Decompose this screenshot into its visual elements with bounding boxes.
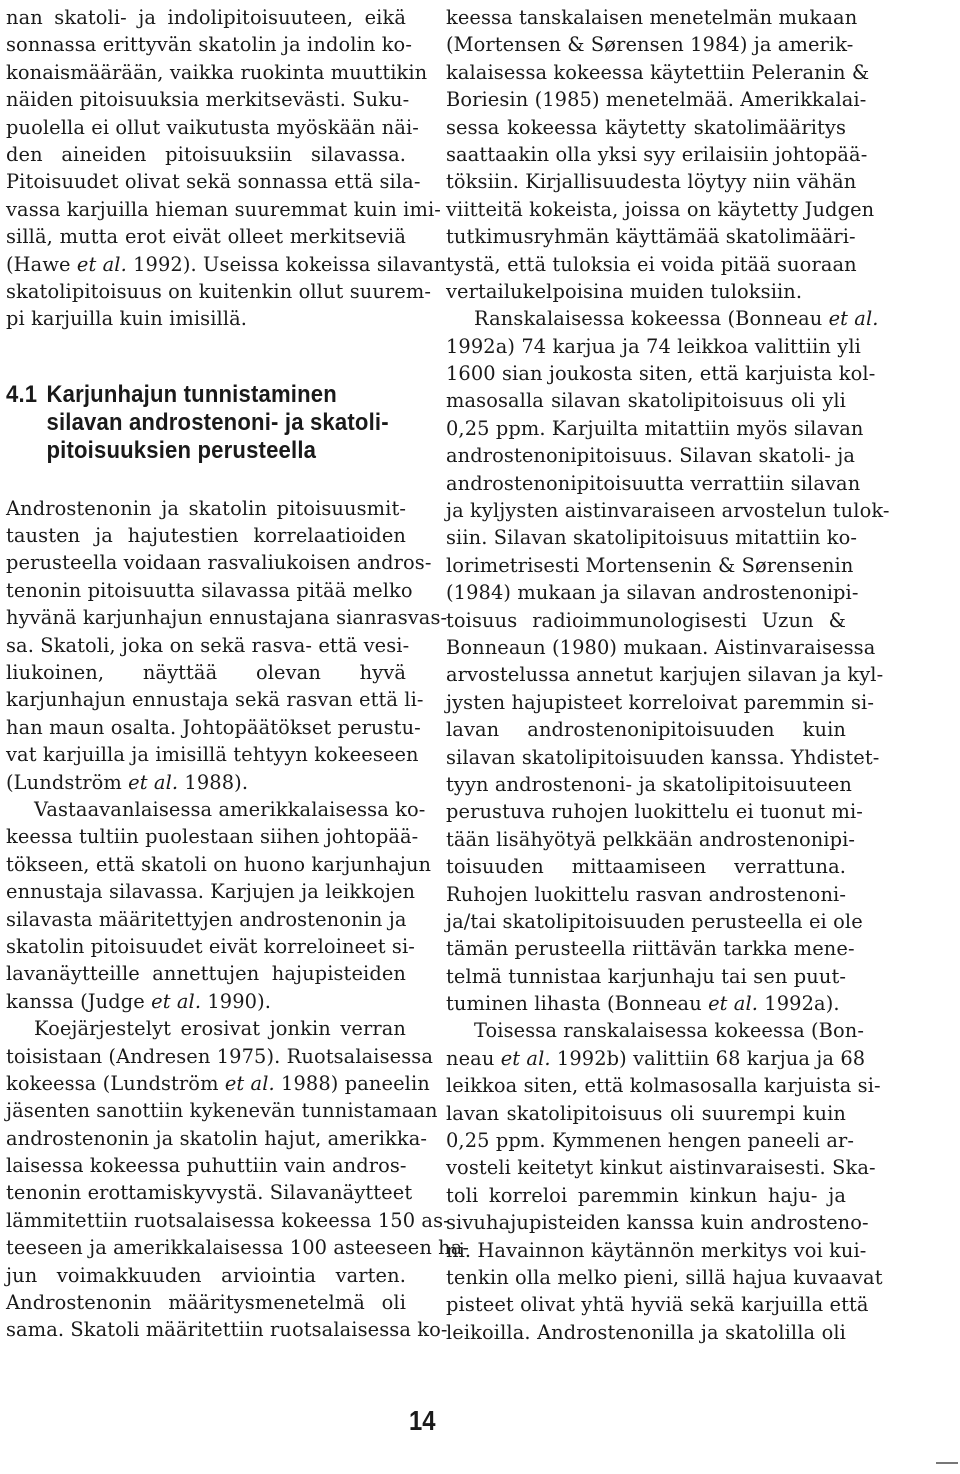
page-number: 14: [409, 1405, 436, 1436]
text-line: 1600 sian joukosta siten, että karjuista kol-: [446, 362, 876, 386]
text-line: (1984) mukaan ja silavan androstenonipi-: [446, 581, 859, 605]
text-line: toisistaan (Andresen 1975). Ruotsalaisessa: [6, 1044, 433, 1068]
heading-line: silavan androstenoni- ja skatoli-: [46, 408, 389, 436]
text-line: siin. Silavan skatolipitoisuus mitattiin ko-: [446, 526, 857, 550]
text-line: liukoinen, näyttää olevan hyvä: [6, 661, 406, 685]
text-line: kalaisessa kokeessa käytettiin Peleranin &: [446, 60, 870, 84]
text-line: vertailukelpoisina muiden tuloksiin.: [446, 279, 803, 303]
text-line: karjunhajun ennustaja sekä rasvan että li-: [6, 688, 424, 712]
text-line: silavan skatolipitoisuuden kanssa. Yhdistet-: [446, 745, 880, 769]
text-line: tenkin olla melko pieni, sillä hajua kuvaavat: [446, 1265, 883, 1289]
text-line: lavanäytteille annettujen hajupisteiden: [6, 962, 406, 986]
text-line: ennustaja silavassa. Karjujen ja leikkojen: [6, 880, 416, 904]
text-line: toisuus radioimmunologisesti Uzun &: [446, 608, 846, 632]
text-line: sa. Skatoli, joka on sekä rasva- että vesi-: [6, 633, 410, 657]
text-line: pi karjuilla kuin imisillä.: [6, 307, 248, 331]
text-line: jäsenten sanottiin kykenevän tunnistamaan: [6, 1099, 438, 1123]
text-line: lämmitettiin ruotsalaisessa kokeessa 150 as-: [6, 1208, 450, 1232]
text-line: sama. Skatoli määritettiin ruotsalaisessa ko-: [6, 1318, 448, 1342]
text-line: kokeessa (Lundström et al. 1988) paneelin: [6, 1071, 430, 1095]
text-line: vosteli keitetyt kinkut aistinvaraisesti. Ska-: [446, 1156, 876, 1180]
text-line: skatolin pitoisuudet eivät korreloineet si-: [6, 934, 415, 958]
text-line: nan skatoli- ja indolipitoisuuteen, eikä: [6, 6, 406, 29]
text-line: Bonneaun (1980) mukaan. Aistinvaraisessa: [446, 635, 876, 659]
text-line: keessa tanskalaisen menetelmän mukaan: [446, 6, 858, 29]
text-line: arvostelussa annetut karjujen silavan ja kyl-: [446, 663, 884, 687]
text-line: ni. Havainnon käytännön merkitys voi kui-: [446, 1238, 867, 1262]
heading-line: Karjunhajun tunnistaminen: [46, 380, 337, 408]
text-line: (Mortensen & Sørensen 1984) ja amerik-: [446, 33, 854, 57]
text-line: Pitoisuudet olivat sekä sonnassa että sila-: [6, 170, 421, 194]
text-line: Toisessa ranskalaisessa kokeessa (Bon-: [474, 1019, 865, 1043]
text-line: toli korreloi paremmin kinkun haju- ja: [446, 1183, 846, 1207]
text-line: tökseen, että skatoli on huono karjunhajun: [6, 852, 432, 876]
section-heading: [6, 381, 402, 465]
text-line: töksiin. Kirjallisuudesta löytyy niin vähän: [446, 170, 857, 194]
text-line: androstenonipitoisuutta verrattiin silavan: [446, 471, 861, 495]
text-line: leikoilla. Androstenonilla ja skatolilla oli: [446, 1320, 846, 1344]
text-line: jysten hajupisteet korreloivat paremmin si-: [446, 690, 874, 714]
text-line: tyyn androstenoni- ja skatolipitoisuuteen: [446, 772, 852, 796]
scan-mark: [936, 1462, 958, 1464]
text-line: saattaakin olla yksi syy erilaisiin johtopää-: [446, 142, 868, 166]
paragraph: [6, 796, 432, 1015]
text-line: sessa kokeessa käytetty skatolimääritys: [446, 115, 846, 139]
paragraph: [446, 1017, 883, 1346]
text-line: tausten ja hajutestien korrelaatioiden: [6, 524, 406, 548]
text-line: 0,25 ppm. Karjuilta mitattiin myös silavan: [446, 416, 864, 440]
text-line: neau et al. 1992b) valittiin 68 karjua ja 68: [446, 1046, 866, 1070]
text-line: puolella ei ollut vaikutusta myöskään näi-: [6, 115, 419, 139]
text-line: den aineiden pitoisuuksiin silavassa.: [6, 142, 406, 166]
paragraph: [446, 4, 875, 305]
text-line: Koejärjestelyt erosivat jonkin verran: [34, 1017, 406, 1041]
section-number: 4.1: [6, 380, 38, 408]
text-line: Boriesin (1985) menetelmää. Amerikkalai-: [446, 88, 867, 112]
text-line: Androstenonin määritysmenetelmä oli: [6, 1291, 406, 1315]
text-line: sillä, mutta erot eivät olleet merkitseviä: [6, 225, 406, 249]
text-line: androstenonin ja skatolin hajut, amerikka-: [6, 1126, 428, 1150]
text-line: (Hawe et al. 1992). Useissa kokeissa silavan: [6, 252, 447, 276]
left-column: [6, 4, 470, 1344]
text-line: näiden pitoisuuksia merkitsevästi. Suku-: [6, 88, 410, 112]
paragraph: [6, 495, 448, 796]
text-line: konaismäärään, vaikka ruokinta muuttikin: [6, 60, 428, 84]
text-line: perusteella voidaan rasvaliukoisen andros-: [6, 551, 432, 575]
text-line: keessa tultiin puolestaan siihen johtopää-: [6, 825, 419, 849]
text-line: ja kyljysten aistinvaraiseen arvostelun tulok-: [446, 499, 890, 523]
text-line: laisessa kokeessa puhuttiin vain andros-: [6, 1154, 407, 1178]
paragraph: [6, 4, 447, 333]
text-line: telmä tunnistaa karjunhaju tai sen puut-: [446, 964, 846, 988]
text-line: teeseen ja amerikkalaisessa 100 asteeseen ha-: [6, 1236, 470, 1260]
text-line: pisteet olivat yhtä hyviä sekä karjuilla että: [446, 1293, 869, 1317]
text-line: Androstenonin ja skatolin pitoisuusmit-: [6, 496, 406, 520]
text-line: Vastaavanlaisessa amerikkalaisessa ko-: [34, 797, 426, 821]
text-line: hyvänä karjunhajun ennustajana sianrasvas-: [6, 606, 448, 630]
text-line: leikkoa siten, että kolmasosalla karjuista si-: [446, 1074, 881, 1098]
text-line: kanssa (Judge et al. 1990).: [6, 989, 272, 1013]
text-line: lavan androstenonipitoisuuden kuin: [446, 718, 846, 742]
text-line: jun voimakkuuden arviointia varten.: [6, 1263, 406, 1287]
text-line: perustuva ruhojen luokittelu ei tuonut mi-: [446, 800, 863, 824]
text-line: tämän perusteella riittävän tarkka mene-: [446, 937, 855, 961]
text-line: masosalla silavan skatolipitoisuus oli yli: [446, 389, 846, 413]
text-line: viitteitä kokeista, joissa on käytetty Judgen: [446, 197, 875, 221]
text-line: lavan skatolipitoisuus oli suurempi kuin: [446, 1101, 846, 1125]
text-line: ja/tai skatolipitoisuuden perusteella ei ole: [446, 909, 863, 933]
text-line: tenonin erottamiskyvystä. Silavanäytteet: [6, 1181, 413, 1205]
text-line: Ranskalaisessa kokeessa (Bonneau et al.: [474, 307, 879, 331]
text-line: han maun osalta. Johtopäätökset perustu-: [6, 715, 421, 739]
text-line: androstenonipitoisuus. Silavan skatoli- ja: [446, 444, 855, 468]
text-line: (Lundström et al. 1988).: [6, 770, 249, 794]
heading-line: pitoisuuksien perusteella: [46, 436, 317, 464]
paragraph: [446, 305, 890, 1017]
text-line: toisuuden mittaamiseen verrattuna.: [446, 855, 846, 879]
text-line: Ruhojen luokittelu rasvan androstenoni-: [446, 882, 846, 906]
text-line: tenonin pitoisuutta silavassa pitää melko: [6, 578, 413, 602]
text-line: sivuhajupisteiden kanssa kuin androsteno-: [446, 1211, 869, 1235]
right-column: [446, 4, 890, 1346]
text-line: sonnassa erittyvän skatolin ja indolin ko-: [6, 33, 412, 57]
text-line: vassa karjuilla hieman suuremmat kuin imi-: [6, 197, 441, 221]
text-line: 1992a) 74 karjua ja 74 leikkoa valittiin yli: [446, 334, 861, 358]
text-line: tuminen lihasta (Bonneau et al. 1992a).: [446, 992, 840, 1016]
text-line: vat karjuilla ja imisillä tehtyyn kokeeseen: [6, 743, 419, 767]
paragraph: [6, 1015, 470, 1344]
text-line: skatolipitoisuus on kuitenkin ollut suurem-: [6, 279, 432, 303]
text-line: 0,25 ppm. Kymmenen hengen paneeli ar-: [446, 1129, 854, 1153]
text-line: silavasta määritettyjen androstenonin ja: [6, 907, 407, 931]
text-line: tystä, että tuloksia ei voida pitää suoraan: [446, 252, 857, 276]
text-line: tään lisähyötyä pelkkään androstenonipi-: [446, 827, 856, 851]
text-line: tutkimusryhmän käyttämää skatolimääri-: [446, 225, 856, 249]
text-line: lorimetrisesti Mortensenin & Sørensenin: [446, 553, 854, 577]
